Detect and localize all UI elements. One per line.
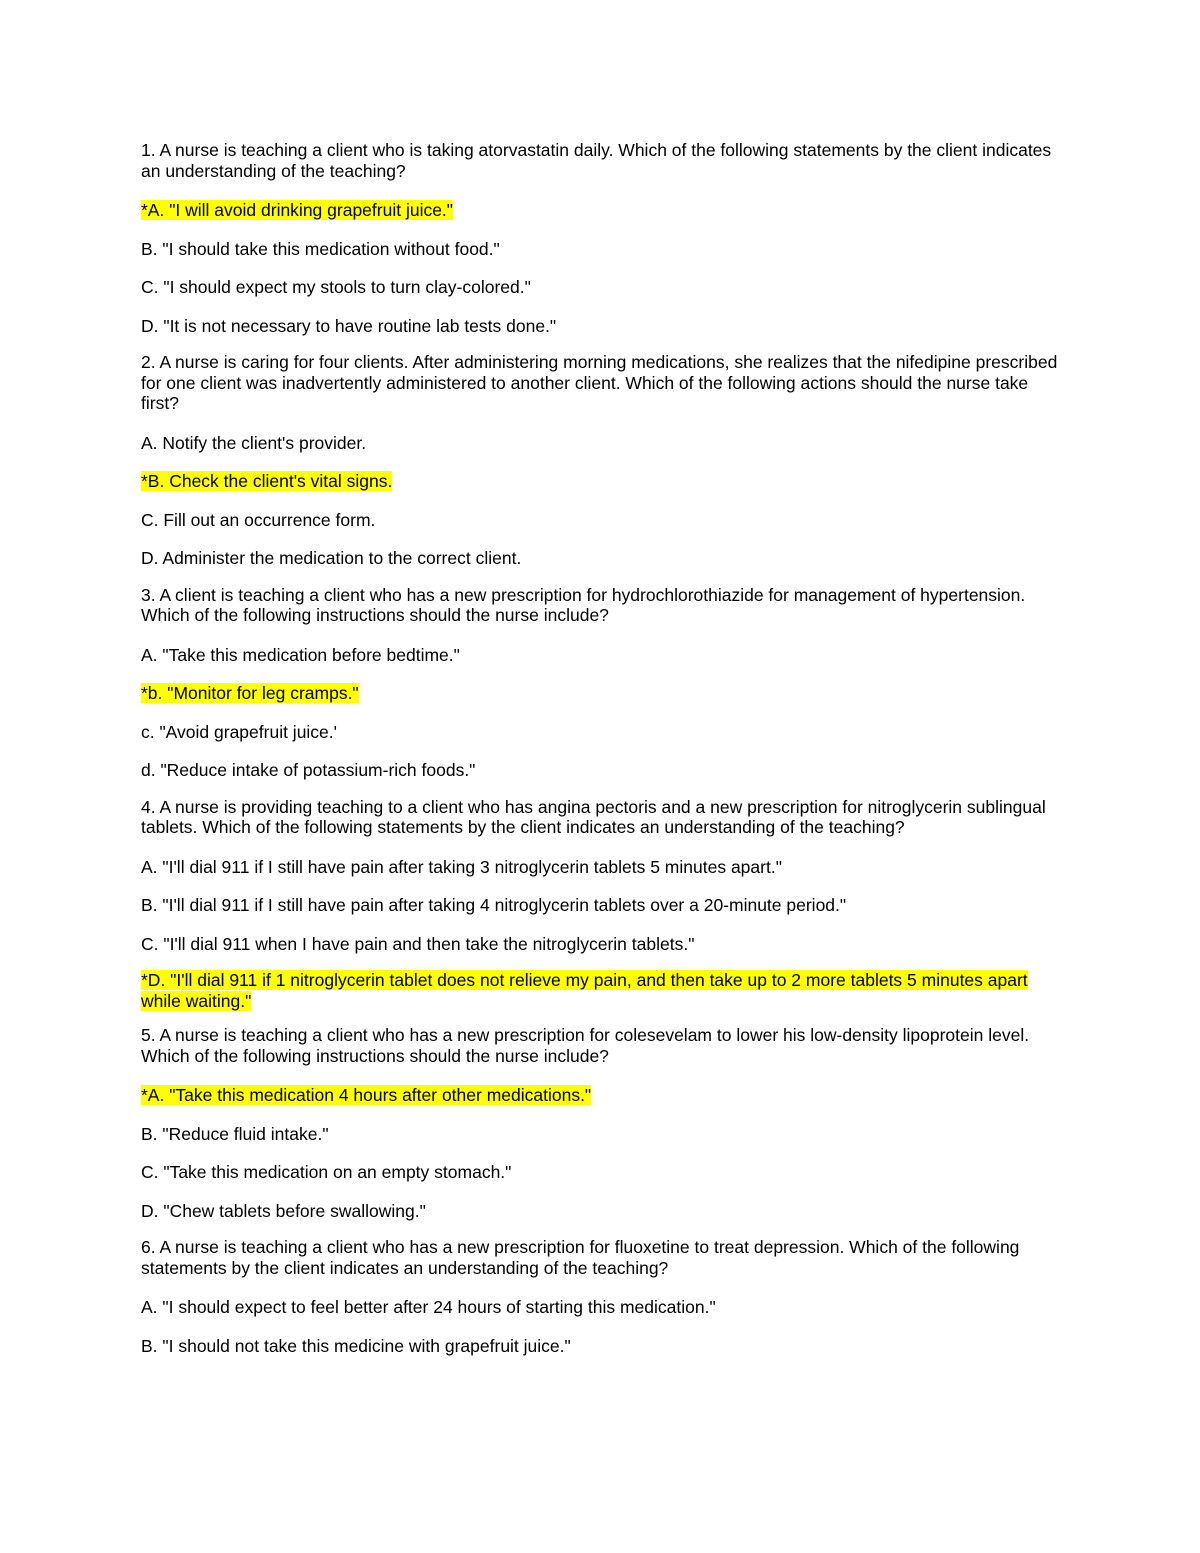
- correct-answer-option: *A. "I will avoid drinking grapefruit juice.": [141, 200, 454, 220]
- answer-option: C. "Take this medication on an empty stomach.": [141, 1162, 512, 1182]
- answer-option: A. Notify the client's provider.: [141, 432, 367, 453]
- question-4: [141, 797, 1061, 1012]
- question-stem: 2. A nurse is caring for four clients. After administering morning medications, she realizes that the nifedipine prescribed for one client was inadvertently administered to another client. Which of the following actions should the nurse take first?: [141, 352, 1058, 413]
- question-stem: 4. A nurse is providing teaching to a client who has angina pectoris and a new prescription for nitroglycerin sublingual tablets. Which of the following statements by the client indicates an understanding of the teaching?: [141, 796, 1046, 837]
- question-6: [141, 1237, 1061, 1356]
- answer-option: D. Administer the medication to the correct client.: [141, 548, 522, 568]
- question-3: [141, 585, 1061, 781]
- correct-answer-option: *D. "I'll dial 911 if 1 nitroglycerin tablet does not relieve my pain, and then take up to 2 more tablets 5 minutes apart while waiting.": [141, 970, 1028, 1011]
- question-list: [141, 140, 1061, 1374]
- answer-option: A. "I'll dial 911 if I still have pain after taking 3 nitroglycerin tablets 5 minutes apart.": [141, 856, 782, 877]
- correct-answer-option: *A. "Take this medication 4 hours after other medications.": [141, 1085, 592, 1105]
- correct-answer-option: *B. Check the client's vital signs.: [141, 471, 393, 491]
- answer-option: C. "I'll dial 911 when I have pain and then take the nitroglycerin tablets.": [141, 933, 695, 954]
- answer-option: B. "I'll dial 911 if I still have pain after taking 4 nitroglycerin tablets over a 20-minute period.": [141, 895, 847, 915]
- answer-option: B. "Reduce fluid intake.": [141, 1123, 329, 1144]
- question-stem: 6. A nurse is teaching a client who has a new prescription for fluoxetine to treat depression. Which of the following statements by the client indicates an understanding of the teaching?: [141, 1237, 1020, 1278]
- answer-option: c. "Avoid grapefruit juice.': [141, 721, 337, 742]
- answer-option: A. "I should expect to feel better after 24 hours of starting this medication.": [141, 1297, 716, 1317]
- question-stem: 3. A client is teaching a client who has a new prescription for hydrochlorothiazide for management of hypertension. Which of the following instructions should the nurse include?: [141, 584, 1026, 625]
- question-stem: 1. A nurse is teaching a client who is taking atorvastatin daily. Which of the following statements by the client indicates an understanding of the teaching?: [141, 140, 1052, 181]
- answer-option: C. Fill out an occurrence form.: [141, 509, 376, 530]
- question-2: [141, 352, 1061, 569]
- question-stem: 5. A nurse is teaching a client who has a new prescription for colesevelam to lower his low-density lipoprotein level. Which of the following instructions should the nurse include?: [141, 1025, 1030, 1066]
- answer-option: C. "I should expect my stools to turn clay-colored.": [141, 277, 531, 297]
- answer-option: D. "It is not necessary to have routine lab tests done.": [141, 315, 557, 336]
- question-1: [141, 140, 1061, 336]
- answer-option: B. "I should take this medication without food.": [141, 238, 500, 259]
- answer-option: A. "Take this medication before bedtime.": [141, 644, 460, 665]
- answer-option: D. "Chew tablets before swallowing.": [141, 1200, 426, 1221]
- answer-option: d. "Reduce intake of potassium-rich foods.": [141, 760, 476, 780]
- question-5: [141, 1025, 1061, 1221]
- answer-option: B. "I should not take this medicine with grapefruit juice.": [141, 1335, 571, 1356]
- correct-answer-option: *b. "Monitor for leg cramps.": [141, 683, 359, 703]
